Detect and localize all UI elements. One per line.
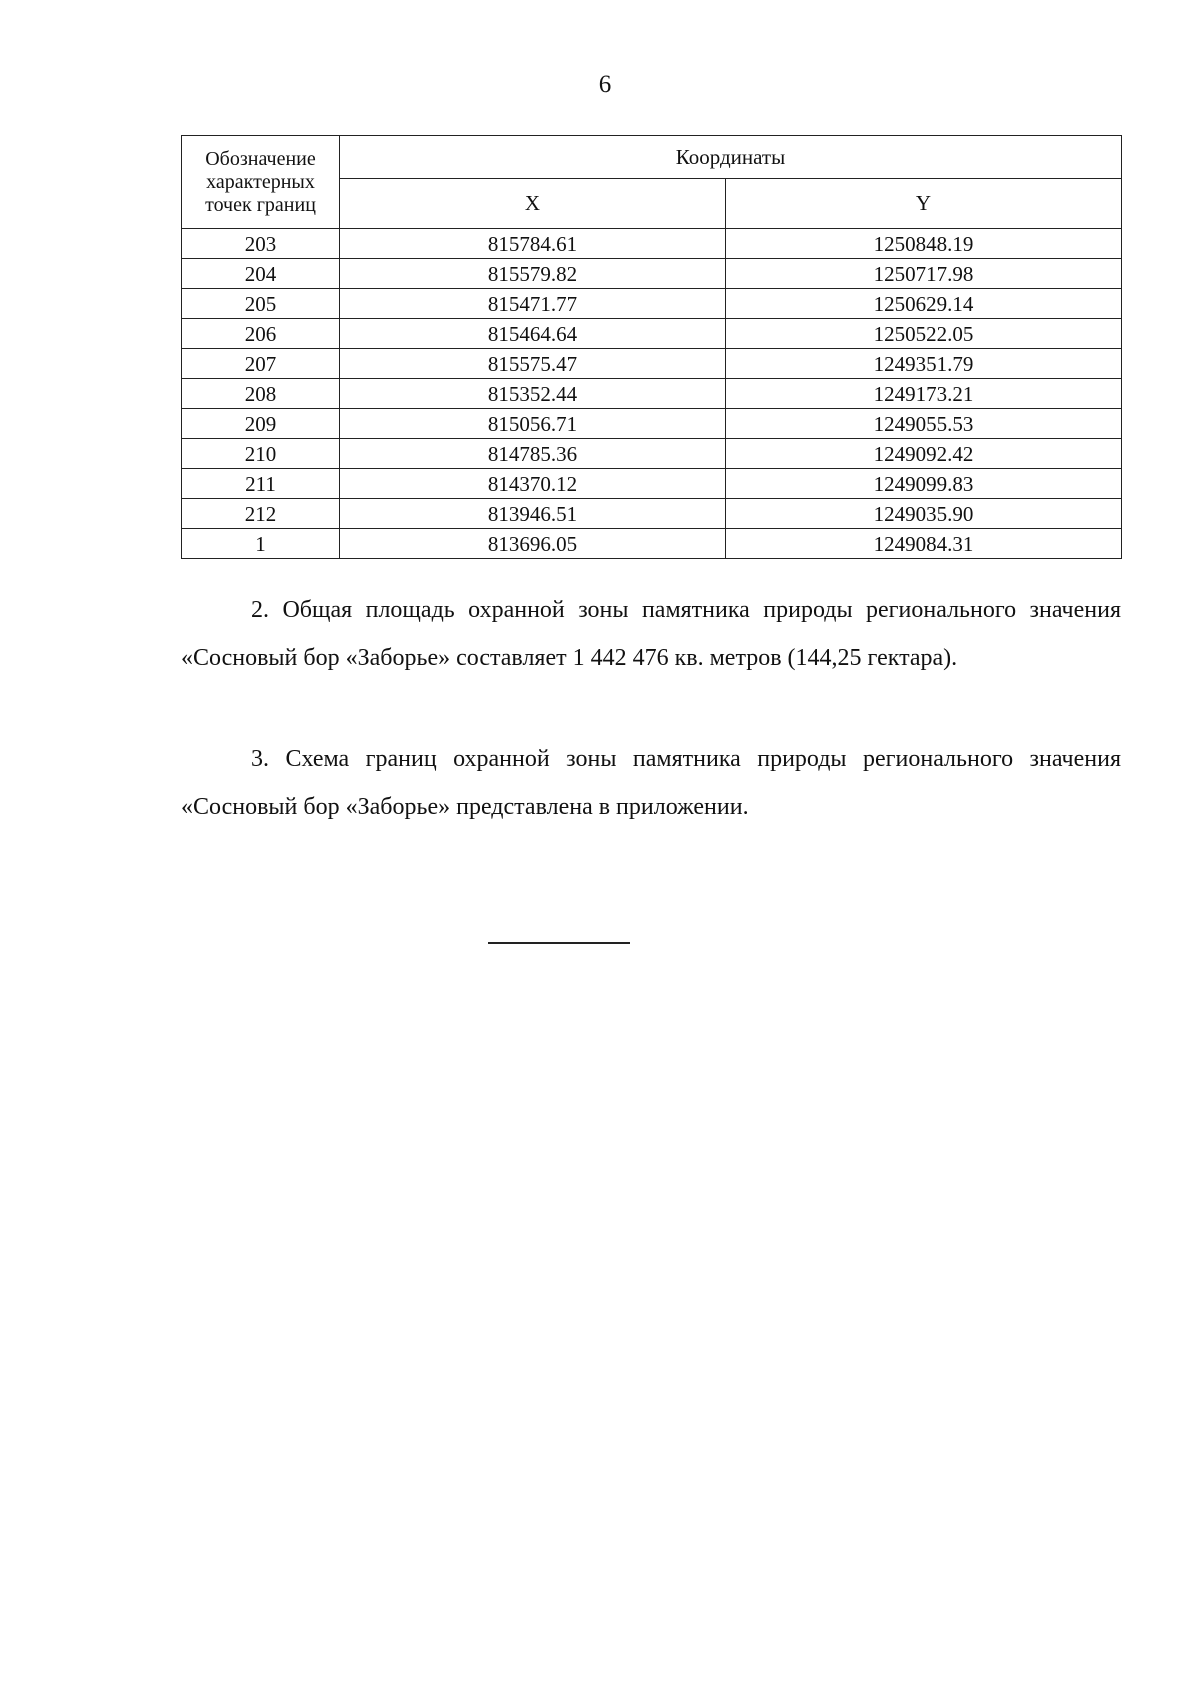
header-coordinates: Координаты [340,136,1122,179]
cell-y: 1250629.14 [726,289,1122,319]
cell-x: 815579.82 [340,259,726,289]
page-number: 6 [598,71,612,98]
cell-x: 814785.36 [340,439,726,469]
cell-point: 210 [182,439,340,469]
cell-y: 1249092.42 [726,439,1122,469]
cell-y: 1249173.21 [726,379,1122,409]
table-row [182,529,1122,559]
cell-x: 814370.12 [340,469,726,499]
cell-x: 815464.64 [340,319,726,349]
header-x: X [340,179,726,229]
cell-y: 1250717.98 [726,259,1122,289]
cell-point: 206 [182,319,340,349]
cell-point: 1 [182,529,340,559]
cell-point: 209 [182,409,340,439]
table-row [182,289,1122,319]
table-row [182,319,1122,349]
table-row [182,409,1122,439]
table-row [182,379,1122,409]
table-row [182,259,1122,289]
cell-point: 204 [182,259,340,289]
table-row [182,469,1122,499]
cell-x: 815575.47 [340,349,726,379]
cell-x: 815352.44 [340,379,726,409]
cell-point: 212 [182,499,340,529]
cell-y: 1250522.05 [726,319,1122,349]
header-point-designation: Обозначение характерных точек границ [182,136,340,229]
paragraph-boundary-scheme-text: 3. Схема границ охранной зоны памятника природы регионального значения «Сосновый бор «Заборье» представлена в приложении. [181,746,1121,820]
table-row [182,499,1122,529]
cell-y: 1250848.19 [726,229,1122,259]
cell-x: 815784.61 [340,229,726,259]
cell-point: 211 [182,469,340,499]
cell-y: 1249099.83 [726,469,1122,499]
paragraph-total-area [181,586,1121,682]
cell-x: 815056.71 [340,409,726,439]
table-body [182,229,1122,559]
paragraph-boundary-scheme [181,735,1121,831]
cell-x: 815471.77 [340,289,726,319]
table-row [182,229,1122,259]
cell-y: 1249084.31 [726,529,1122,559]
cell-point: 205 [182,289,340,319]
cell-x: 813946.51 [340,499,726,529]
cell-y: 1249055.53 [726,409,1122,439]
table-row [182,439,1122,469]
cell-x: 813696.05 [340,529,726,559]
coordinates-table [181,135,1122,559]
cell-point: 208 [182,379,340,409]
header-y: Y [726,179,1122,229]
table-row [182,349,1122,379]
cell-y: 1249035.90 [726,499,1122,529]
cell-point: 203 [182,229,340,259]
cell-point: 207 [182,349,340,379]
cell-y: 1249351.79 [726,349,1122,379]
end-separator-line [488,942,630,944]
paragraph-total-area-text: 2. Общая площадь охранной зоны памятника природы регионального значения «Сосновый бор «Заборье» составляет 1 442 476 кв. метров (144,25 гектара). [181,597,1121,671]
